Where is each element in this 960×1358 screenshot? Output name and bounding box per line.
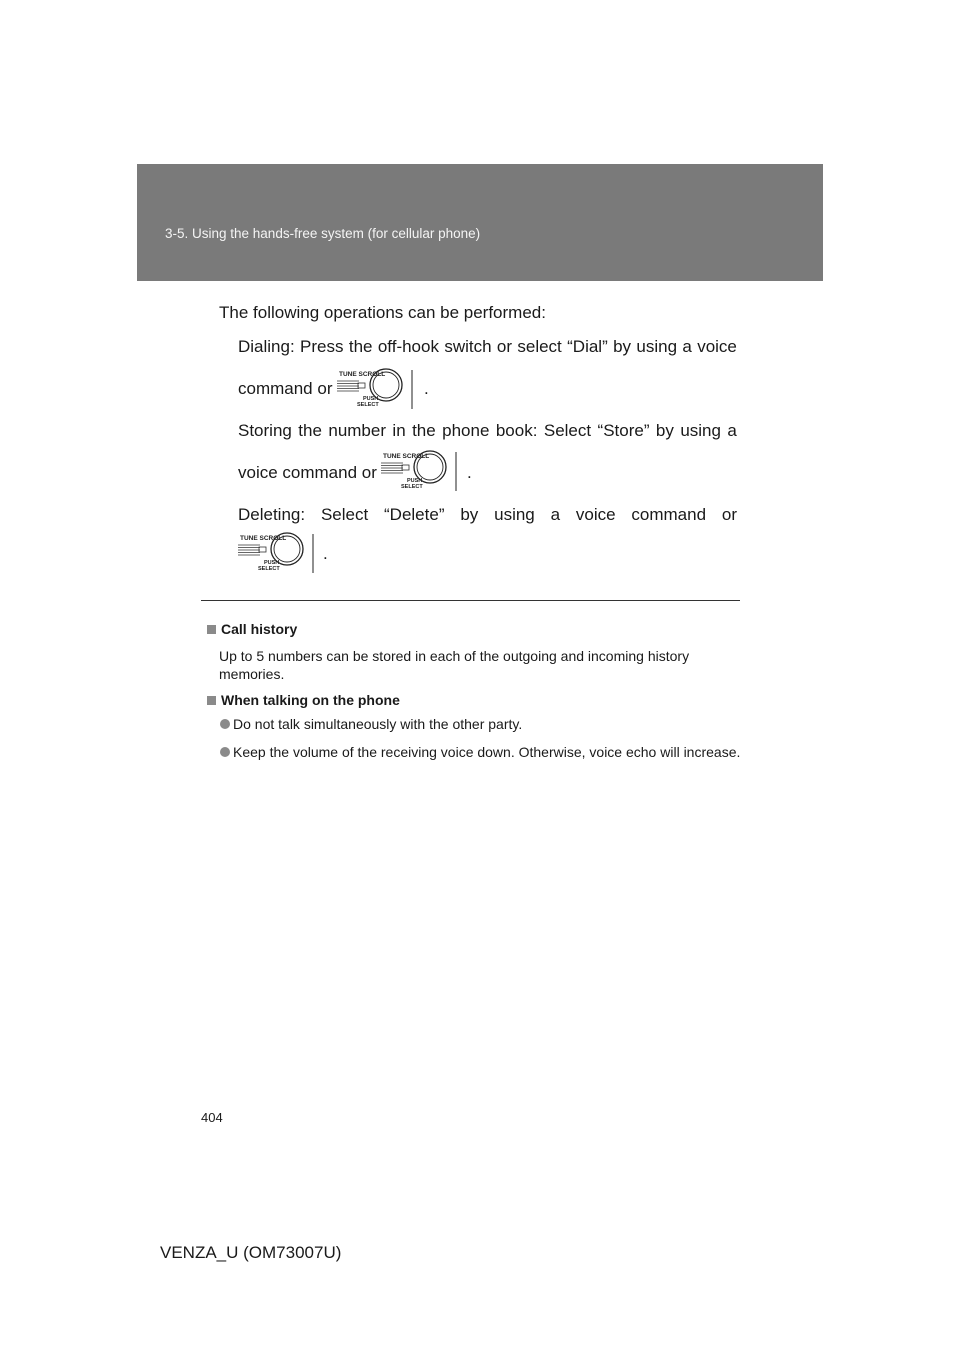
talking-heading (207, 692, 400, 708)
dialing-word: “Dial” (567, 337, 608, 356)
call-history-heading (207, 621, 297, 637)
deleting-word: using (494, 505, 535, 524)
operations-intro: The following operations can be performed: (219, 303, 546, 322)
knob-label-push: PUSH (407, 478, 423, 484)
knob-label-tune-scroll: TUNE SCROLL (240, 535, 287, 542)
storing-period: . (467, 463, 472, 482)
deleting-word: a (550, 505, 561, 524)
knob-label-select: SELECT (357, 402, 379, 408)
deleting-word: “Delete” (384, 505, 445, 524)
knob-label-select: SELECT (401, 484, 423, 490)
call-history-heading-label: Call history (221, 621, 298, 637)
storing-word: Storing (238, 421, 292, 440)
storing-word: book: (495, 421, 538, 440)
dialing-word: voice (697, 337, 737, 356)
dialing-word: a (682, 337, 692, 356)
deleting-period: . (323, 544, 328, 563)
deleting-word: or (721, 505, 737, 524)
storing-word: phone (442, 421, 490, 440)
section-title: 3-5. Using the hands-free system (for cellular phone) (165, 226, 481, 241)
storing-word: by (655, 421, 674, 440)
dialing-word: Dialing: (238, 337, 295, 356)
tune-scroll-knob-icon (381, 450, 461, 492)
round-bullet-icon (220, 719, 230, 729)
knob-label-push: PUSH (264, 560, 280, 566)
storing-command-text: voice command or (238, 463, 377, 482)
page-number: 404 (201, 1110, 223, 1125)
storing-line (238, 422, 737, 439)
square-bullet-icon (207, 696, 216, 705)
storing-word: “Store” (597, 421, 650, 440)
dialing-word: or (496, 337, 513, 356)
section-header-band (137, 164, 823, 281)
dialing-period: . (424, 379, 429, 398)
knob-label-select: SELECT (258, 566, 280, 572)
knob-label-tune-scroll: TUNE SCROLL (339, 371, 386, 378)
storing-word: a (727, 421, 737, 440)
round-bullet-icon (220, 747, 230, 757)
footer-model-code: VENZA_U (OM73007U) (160, 1243, 342, 1262)
knob-label-tune-scroll: TUNE SCROLL (383, 453, 430, 460)
dialing-word: using (636, 337, 678, 356)
dialing-word: the (348, 337, 373, 356)
dialing-command-text: command or (238, 379, 333, 398)
tune-scroll-knob-icon (337, 368, 417, 410)
dialing-word: Press (300, 337, 344, 356)
deleting-word: Deleting: (238, 505, 306, 524)
storing-word: in (392, 421, 406, 440)
storing-word: the (412, 421, 436, 440)
deleting-word: voice (575, 505, 616, 524)
knob-label-push: PUSH (363, 396, 379, 402)
storing-word: number (328, 421, 386, 440)
talking-bullet-1: Do not talk simultaneously with the other party. (233, 716, 523, 732)
deleting-word: by (460, 505, 479, 524)
storing-word: using (680, 421, 721, 440)
storing-word: Select (543, 421, 592, 440)
tune-scroll-knob-icon (238, 532, 318, 574)
deleting-line (238, 506, 737, 523)
section-divider (201, 600, 740, 601)
dialing-word: off-hook (377, 337, 439, 356)
deleting-word: Select (320, 505, 369, 524)
dialing-word: select (517, 337, 562, 356)
storing-word: the (298, 421, 322, 440)
talking-heading-label: When talking on the phone (221, 692, 400, 708)
dialing-line (238, 338, 737, 355)
call-history-text: Up to 5 numbers can be stored in each of the outgoing and incoming history memories. (219, 648, 690, 682)
talking-bullet-2: Keep the volume of the receiving voice down. Otherwise, voice echo will increase. (233, 744, 741, 760)
square-bullet-icon (207, 625, 216, 634)
dialing-word: switch (444, 337, 492, 356)
deleting-word: command (631, 505, 707, 524)
dialing-word: by (613, 337, 632, 356)
